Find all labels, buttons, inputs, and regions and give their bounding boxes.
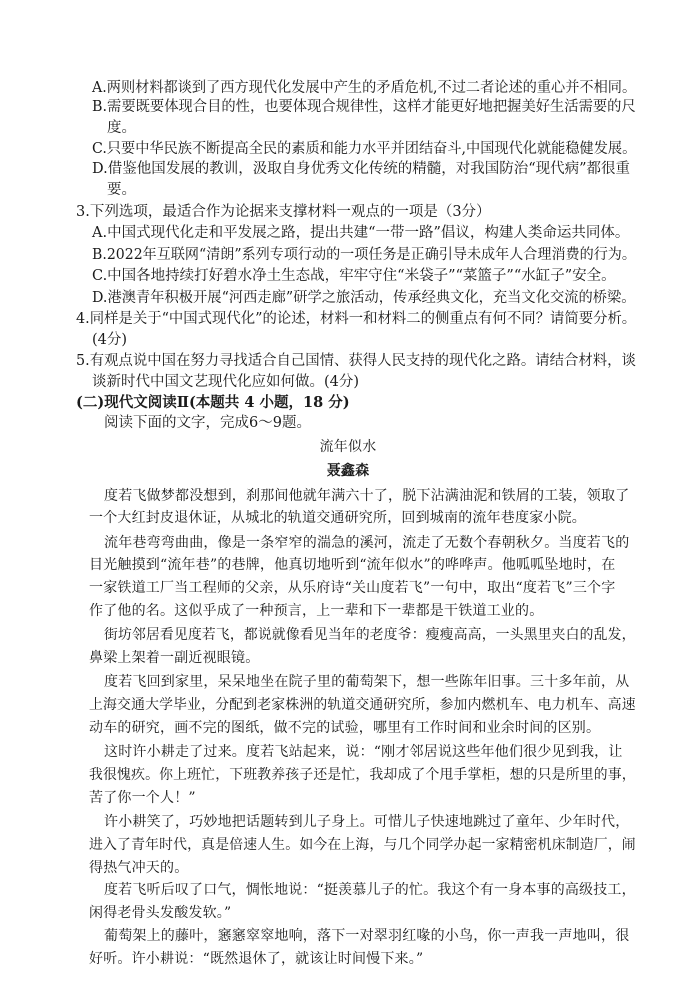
story-line: 葡萄架上的藤叶，窸窸窣窣地响，落下一对翠羽红喙的小鸟，你一声我一声地叫，很 — [104, 928, 630, 944]
q3-option-c: C.中国各地持续打好碧水净土生态战，牢牢守住“米袋子”“菜篮子”“水缸子”安全。 — [92, 268, 616, 284]
story-line: 一个大红封皮退休证，从城北的轨道交通研究所，回到城南的流年巷度家小院。 — [89, 510, 586, 526]
story-line: 好听。许小耕说：“既然退休了，就该让时间慢下来。” — [89, 951, 424, 967]
story-line: 目光触摸到“流年巷”的巷牌，他真切地听到“流年似水”的哗哗声。他呱呱坠地时，在 — [89, 557, 616, 573]
q3-stem: 3.下列选项，最适合作为论据来支撑材料一观点的一项是（3分） — [76, 204, 491, 220]
q2-option-b: B.需要既要体现合目的性，也要体现合规律性，这样才能更好地把握美好生活需要的尺 — [92, 99, 636, 115]
story-line: 动车的研究，画不完的图纸，做不完的试验，哪里有工作时间和业余时间的区别。 — [89, 720, 601, 736]
story-line: 许小耕笑了，巧妙地把话题转到儿子身上。可惜儿子快速地跳过了童年、少年时代， — [104, 814, 630, 830]
q2-option-a: A.两则材料都谈到了西方现代化发展中产生的矛盾危机,不过二者论述的重心并不相同。 — [92, 80, 637, 96]
q4-line-1: 4.同样是关于“中国式现代化”的论述，材料一和材料二的侧重点有何不同？请简要分析。 — [76, 311, 637, 327]
story-line: 度若飞做梦都没想到，刹那间他就年满六十了，脱下沾满油泥和铁屑的工装，领取了 — [104, 488, 630, 504]
q3-option-d: D.港澳青年积极开展“河西走廊”研学之旅活动，传承经典文化，充当文化交流的桥梁。 — [92, 290, 636, 306]
q4-line-2: (4分) — [92, 332, 128, 348]
story-line: 作了他的名。这似乎成了一种预言，上一辈和下一辈都是干铁道工业的。 — [89, 603, 544, 619]
q5-line-2: 谈新时代中国文艺现代化应如何做。(4分) — [92, 374, 360, 390]
q3-option-a: A.中国式现代化走和平发展之路，提出共建“一带一路”倡议，构建人类命运共同体。 — [92, 225, 630, 241]
story-line: 这时许小耕走了过来。度若飞站起来，说：“刚才邻居说这些年他们很少见到我，让 — [104, 744, 623, 760]
story-line: 度若飞回到家里，呆呆地坐在院子里的葡萄架下，想一些陈年旧事。三十多年前，从 — [104, 674, 630, 690]
q2-option-d: D.借鉴他国发展的教训，汲取自身优秀文化传统的精髓，对我国防治“现代病”都很重 — [92, 161, 631, 177]
section-heading: (二)现代文阅读Ⅱ(本题共 4 小题，18 分) — [76, 394, 350, 411]
q2-option-d-cont: 要。 — [107, 182, 136, 198]
q2-option-c: C.只要中华民族不断提高全民的素质和能力水平并团结奋斗,中国现代化就能稳健发展。 — [92, 141, 637, 157]
story-line: 流年巷弯弯曲曲，像是一条窄窄的湍急的溪河，流走了无数个春朝秋夕。当度若飞的 — [104, 535, 630, 551]
story-line: 一家铁道工厂当工程师的父亲，从乐府诗“关山度若飞”一句中，取出“度若飞”三个字 — [89, 580, 616, 596]
q5-line-1: 5.有观点说中国在努力寻找适合自己国情、获得人民支持的现代化之路。请结合材料，谈 — [76, 353, 636, 369]
story-title: 流年似水 — [319, 439, 377, 455]
story-author: 聂鑫森 — [326, 463, 370, 479]
section-instruction: 阅读下面的文字，完成6～9题。 — [104, 415, 311, 431]
story-line: 街坊邻居看见度若飞，都说就像看见当年的老度爷：瘦瘦高高，一头黑里夹白的乱发， — [104, 627, 636, 643]
story-line: 得热气冲天的。 — [89, 860, 189, 876]
story-line: 闲得老骨头发酸发软。” — [89, 905, 232, 921]
q3-option-b: B.2022年互联网“清朗”系列专项行动的一项任务是正确引导未成年人合理消费的行为。 — [92, 247, 636, 263]
story-line: 我很愧疚。你上班忙，下班教养孩子还是忙，我却成了个甩手掌柜，想的只是所里的事， — [89, 767, 636, 783]
story-line: 进入了青年时代，真是倍速人生。如今在上海，与几个同学办起一家精密机床制造厂，闹 — [89, 837, 636, 853]
story-line: 上海交通大学毕业，分配到老家株洲的轨道交通研究所，参加内燃机车、电力机车、高速 — [89, 697, 636, 713]
story-line: 度若飞听后叹了口气，惆怅地说：“挺羡慕儿子的忙。我这个有一身本事的高级技工， — [104, 882, 636, 898]
story-line: 鼻梁上架着一副近视眼镜。 — [89, 650, 260, 666]
story-line: 苦了你一个人！” — [89, 790, 196, 806]
q2-option-b-cont: 度。 — [107, 120, 136, 136]
